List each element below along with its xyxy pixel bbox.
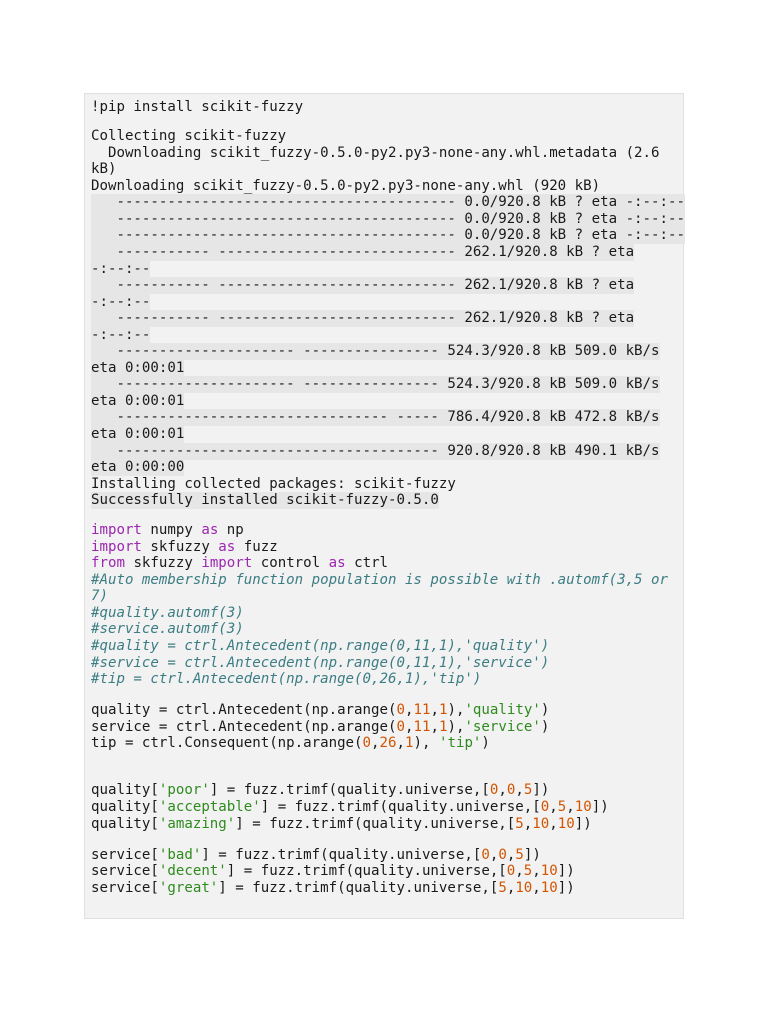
code-text: quality[ bbox=[91, 799, 159, 815]
code-text: ]) bbox=[523, 847, 541, 863]
number-literal: 0 bbox=[362, 735, 372, 751]
progress-line-wrap: eta 0:00:01 bbox=[91, 360, 185, 376]
progress-line: -------------------------------------- 920.8/920.8 kB 490.1 kB/s bbox=[91, 443, 660, 459]
progress-line: ---------------------------------------- 0.0/920.8 kB ? eta -:--:-- bbox=[91, 211, 685, 227]
code-text: , bbox=[515, 863, 524, 879]
code-line-service-antecedent[interactable] bbox=[91, 719, 549, 736]
code-text: quality[ bbox=[91, 816, 159, 832]
code-line-quality-amazing[interactable] bbox=[91, 816, 592, 833]
number-literal: 11 bbox=[413, 702, 431, 718]
number-literal: 5 bbox=[515, 847, 524, 863]
number-literal: 10 bbox=[532, 816, 550, 832]
number-literal: 11 bbox=[413, 719, 431, 735]
code-text: tip = ctrl.Consequent(np.arange( bbox=[91, 735, 363, 751]
string-literal: 'service' bbox=[464, 719, 541, 735]
number-literal: 0 bbox=[481, 847, 490, 863]
code-text: , bbox=[430, 702, 439, 718]
code-line-service-decent[interactable] bbox=[91, 863, 575, 880]
code-text: quality = ctrl.Antecedent(np.arange( bbox=[91, 702, 397, 718]
code-text: ] = fuzz.trimf(quality.universe,[ bbox=[201, 847, 482, 863]
module-name: numpy bbox=[141, 522, 202, 538]
keyword: as bbox=[218, 539, 236, 555]
code-text: , bbox=[549, 799, 558, 815]
string-literal: 'acceptable' bbox=[158, 799, 261, 815]
progress-line-wrap: -:--:-- bbox=[91, 261, 151, 277]
code-text: , bbox=[404, 719, 414, 735]
number-literal: 0 bbox=[506, 782, 516, 798]
keyword: as bbox=[328, 555, 346, 571]
keyword: from bbox=[91, 555, 125, 571]
number-literal: 1 bbox=[405, 735, 414, 751]
code-text: ]) bbox=[557, 880, 575, 896]
number-literal: 1 bbox=[438, 719, 448, 735]
code-line-quality-acceptable[interactable] bbox=[91, 799, 609, 816]
progress-line-wrap: -:--:-- bbox=[91, 327, 151, 343]
output-success: Successfully installed scikit-fuzzy-0.5.0 bbox=[91, 492, 439, 508]
string-literal: 'poor' bbox=[158, 782, 210, 798]
code-line-import-numpy[interactable] bbox=[91, 522, 244, 539]
code-comment: #service.automf(3) bbox=[91, 621, 244, 637]
number-literal: 5 bbox=[498, 880, 507, 896]
code-text: ] = fuzz.trimf(quality.universe,[ bbox=[209, 782, 490, 798]
code-text: ]) bbox=[557, 863, 575, 879]
code-line-tip-consequent[interactable] bbox=[91, 735, 490, 752]
code-text: , bbox=[498, 782, 507, 798]
pip-install-command[interactable]: !pip install scikit-fuzzy bbox=[91, 99, 304, 115]
progress-line: ----------- ---------------------------- 262.1/920.8 kB ? eta bbox=[91, 277, 635, 293]
code-text: service = ctrl.Antecedent(np.arange( bbox=[91, 719, 397, 735]
code-text: , bbox=[515, 782, 524, 798]
progress-line-wrap: eta 0:00:00 bbox=[91, 459, 185, 475]
alias-name: ctrl bbox=[345, 555, 389, 571]
number-literal: 0 bbox=[498, 847, 507, 863]
keyword: import bbox=[91, 539, 142, 555]
progress-line: -------------------------------- ----- 786.4/920.8 kB 472.8 kB/s bbox=[91, 409, 660, 425]
code-text: , bbox=[371, 735, 380, 751]
number-literal: 10 bbox=[557, 816, 575, 832]
output-downloading-metadata: Downloading scikit_fuzzy-0.5.0-py2.py3-none-any.whl.metadata (2.6 bbox=[91, 145, 660, 161]
code-comment: #Auto membership function population is possible with .automf(3,5 or bbox=[91, 572, 668, 588]
number-literal: 0 bbox=[540, 799, 550, 815]
code-text: , bbox=[532, 880, 541, 896]
string-literal: 'tip' bbox=[438, 735, 482, 751]
code-text: , bbox=[523, 816, 533, 832]
code-comment: #service = ctrl.Antecedent(np.range(0,11,1),'service') bbox=[91, 655, 550, 671]
code-text: ) bbox=[540, 719, 550, 735]
number-literal: 0 bbox=[489, 782, 499, 798]
string-literal: 'quality' bbox=[464, 702, 541, 718]
progress-line: ----------- ---------------------------- 262.1/920.8 kB ? eta bbox=[91, 244, 635, 260]
code-text: ] = fuzz.trimf(quality.universe,[ bbox=[226, 863, 507, 879]
progress-line: ----------- ---------------------------- 262.1/920.8 kB ? eta bbox=[91, 310, 635, 326]
code-text: , bbox=[489, 847, 499, 863]
output-installing: Installing collected packages: scikit-fuzzy bbox=[91, 476, 456, 492]
progress-line-wrap: eta 0:00:01 bbox=[91, 426, 185, 442]
code-line-service-great[interactable] bbox=[91, 880, 575, 897]
number-literal: 5 bbox=[523, 863, 533, 879]
output-downloading-wheel: Downloading scikit_fuzzy-0.5.0-py2.py3-none-any.whl (920 kB) bbox=[91, 178, 601, 194]
number-literal: 0 bbox=[396, 719, 405, 735]
code-text: ), bbox=[413, 735, 439, 751]
progress-line: --------------------- ---------------- 524.3/920.8 kB 509.0 kB/s bbox=[91, 343, 660, 359]
code-text: ]) bbox=[574, 816, 592, 832]
progress-line: ---------------------------------------- 0.0/920.8 kB ? eta -:--:-- bbox=[91, 227, 685, 243]
alias-name: fuzz bbox=[235, 539, 278, 555]
progress-line-wrap: -:--:-- bbox=[91, 294, 151, 310]
code-text: , bbox=[430, 719, 439, 735]
number-literal: 1 bbox=[438, 702, 448, 718]
output-downloading-metadata-wrap: kB) bbox=[91, 161, 117, 177]
code-text: , bbox=[566, 799, 575, 815]
code-text: service[ bbox=[91, 880, 159, 896]
keyword: import bbox=[201, 555, 253, 571]
code-text: ] = fuzz.trimf(quality.universe,[ bbox=[235, 816, 516, 832]
code-text: ) bbox=[481, 735, 490, 751]
number-literal: 10 bbox=[540, 880, 558, 896]
alias-name: np bbox=[218, 522, 244, 538]
code-text: , bbox=[506, 880, 516, 896]
code-line-import-skfuzzy[interactable] bbox=[91, 539, 278, 556]
code-line-service-bad[interactable] bbox=[91, 847, 541, 864]
progress-line-wrap: eta 0:00:01 bbox=[91, 393, 185, 409]
number-literal: 0 bbox=[396, 702, 405, 718]
module-name: skfuzzy bbox=[141, 539, 219, 555]
number-literal: 10 bbox=[515, 880, 533, 896]
code-text: , bbox=[549, 816, 558, 832]
number-literal: 5 bbox=[523, 782, 533, 798]
code-comment: #quality.automf(3) bbox=[91, 605, 244, 621]
code-text: , bbox=[404, 702, 414, 718]
code-text: quality[ bbox=[91, 782, 159, 798]
string-literal: 'bad' bbox=[158, 847, 202, 863]
code-line-from-import[interactable] bbox=[91, 555, 388, 572]
keyword: import bbox=[91, 522, 142, 538]
code-text: service[ bbox=[91, 863, 159, 879]
number-literal: 5 bbox=[515, 816, 524, 832]
string-literal: 'decent' bbox=[158, 863, 227, 879]
module-name: skfuzzy bbox=[124, 555, 202, 571]
code-text: ]) bbox=[532, 782, 550, 798]
code-line-quality-antecedent[interactable] bbox=[91, 702, 549, 719]
code-text: , bbox=[396, 735, 406, 751]
code-text: ), bbox=[447, 702, 465, 718]
progress-line: ---------------------------------------- 0.0/920.8 kB ? eta -:--:-- bbox=[91, 194, 685, 210]
code-line-quality-poor[interactable] bbox=[91, 782, 549, 799]
code-text: ]) bbox=[591, 799, 609, 815]
code-text: ) bbox=[540, 702, 550, 718]
code-text: ), bbox=[447, 719, 465, 735]
code-comment-wrap: 7) bbox=[91, 588, 108, 604]
code-text: ] = fuzz.trimf(quality.universe,[ bbox=[260, 799, 541, 815]
code-text: , bbox=[506, 847, 516, 863]
string-literal: 'amazing' bbox=[158, 816, 236, 832]
string-literal: 'great' bbox=[158, 880, 219, 896]
code-text: service[ bbox=[91, 847, 159, 863]
module-name: control bbox=[252, 555, 329, 571]
number-literal: 10 bbox=[574, 799, 592, 815]
number-literal: 0 bbox=[506, 863, 516, 879]
progress-line: --------------------- ---------------- 524.3/920.8 kB 509.0 kB/s bbox=[91, 376, 660, 392]
code-text: ] = fuzz.trimf(quality.universe,[ bbox=[218, 880, 499, 896]
keyword: as bbox=[201, 522, 219, 538]
output-collecting: Collecting scikit-fuzzy bbox=[91, 128, 287, 144]
number-literal: 26 bbox=[379, 735, 397, 751]
number-literal: 5 bbox=[557, 799, 567, 815]
number-literal: 10 bbox=[540, 863, 558, 879]
code-comment: #quality = ctrl.Antecedent(np.range(0,11,1),'quality') bbox=[91, 638, 550, 654]
code-text: , bbox=[532, 863, 541, 879]
code-comment: #tip = ctrl.Antecedent(np.range(0,26,1),'tip') bbox=[91, 671, 482, 687]
